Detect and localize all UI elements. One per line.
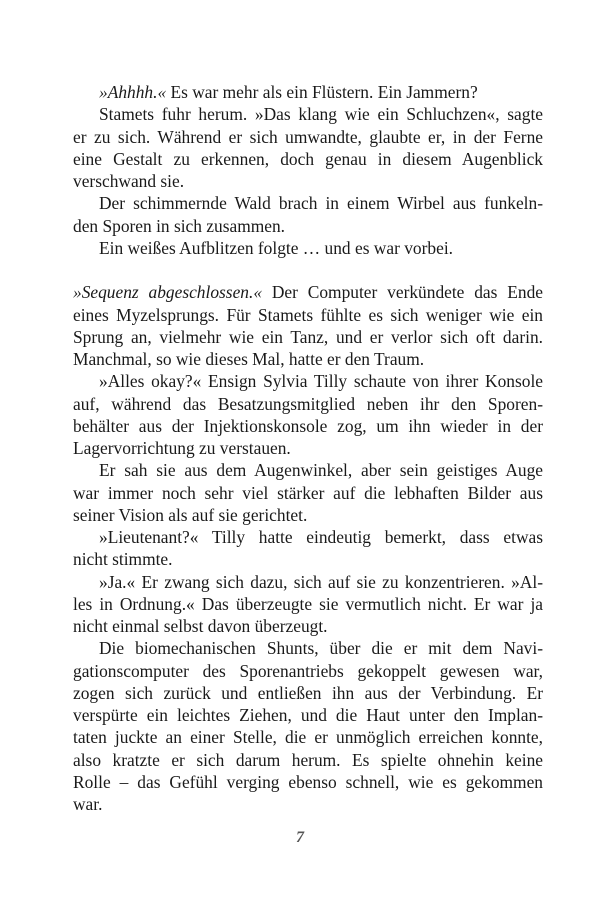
text-line xyxy=(73,326,543,348)
line-text: zogen sich zurück und entließen ihn aus der Verbindung. Er xyxy=(73,682,543,703)
italic-speech: »Sequenz abgeschlossen.« xyxy=(73,282,263,303)
line-text: war. xyxy=(73,794,103,814)
line-text: eine Gestalt zu erkennen, doch genau in diesem Augenblick xyxy=(73,148,543,169)
line-text: also kratzte er sich darum herum. Es spielte ohnehin keine xyxy=(73,749,543,770)
line-text: »Lieutenant?« Tilly hatte eindeutig bemerkt, dass etwas xyxy=(99,527,543,547)
line-text: er zu sich. Während er sich umwandte, glaubte er, in der Ferne xyxy=(73,126,543,147)
paragraph xyxy=(73,571,543,638)
line-text: Die biomechanischen Shunts, über die er mit dem Navi- xyxy=(99,638,543,659)
line-text: »Ja.« Er zwang sich dazu, sich auf sie zu konzentrieren. »Al- xyxy=(99,571,543,592)
paragraph xyxy=(73,103,543,192)
text-line xyxy=(73,304,543,326)
line-text: den Sporen in sich zusammen. xyxy=(73,215,286,236)
section-break xyxy=(73,259,543,281)
paragraph xyxy=(73,370,543,459)
line-text: seiner Vision als auf sie gerichtet. xyxy=(73,504,308,525)
text-line xyxy=(73,660,543,682)
line-text: war immer noch sehr viel stärker auf die lebhaften Bilder aus xyxy=(73,482,543,503)
line-text: Der Computer verkündete das Ende xyxy=(262,282,543,303)
line-text: Ein weißes Aufblitzen folgte … und es war vorbei. xyxy=(99,237,454,258)
text-line xyxy=(73,237,543,259)
paragraph xyxy=(73,526,543,571)
text-line xyxy=(73,571,543,593)
text-line xyxy=(73,192,543,214)
text-line xyxy=(73,504,543,526)
text-line xyxy=(73,103,543,125)
text-line xyxy=(73,593,543,615)
text-line xyxy=(73,548,543,570)
line-text: Lagervorrichtung zu verstauen. xyxy=(73,438,291,458)
text-line xyxy=(73,126,543,148)
line-text: Sprung an, vielmehr wie ein Tanz, und er verlor sich oft darin. xyxy=(73,326,543,347)
text-line xyxy=(73,793,543,815)
text-line xyxy=(73,459,543,481)
text-line xyxy=(73,81,543,103)
line-text: verspürte ein leichtes Ziehen, und die Haut unter den Implan- xyxy=(73,705,543,725)
page-body xyxy=(73,81,543,815)
text-line xyxy=(73,170,543,192)
text-line xyxy=(73,704,543,726)
line-text: nicht einmal selbst davon überzeugt. xyxy=(73,616,328,636)
text-line xyxy=(73,682,543,704)
line-text: taten juckte an einer Stelle, die er unmöglich erreichen konnte, xyxy=(73,727,543,748)
line-text: Er sah sie aus dem Augenwinkel, aber sein geistiges Auge xyxy=(99,460,543,481)
line-text: »Alles okay?« Ensign Sylvia Tilly schaute von ihrer Konsole xyxy=(99,371,543,392)
italic-speech: »Ahhhh.« xyxy=(99,82,167,102)
paragraph xyxy=(73,281,543,370)
text-line xyxy=(73,526,543,548)
text-line xyxy=(73,749,543,771)
text-line xyxy=(73,370,543,392)
line-text: Stamets fuhr herum. »Das klang wie ein Schluchzen«, sagte xyxy=(99,104,543,125)
line-text: Rolle – das Gefühl verging ebenso schnell, wie es gekommen xyxy=(73,771,543,792)
text-line xyxy=(73,615,543,637)
line-text: verschwand sie. xyxy=(73,171,185,191)
text-line xyxy=(73,148,543,170)
text-line xyxy=(73,771,543,793)
line-text: auf, während das Besatzungsmitglied neben ihr den Sporen- xyxy=(73,393,543,414)
line-text: gationscomputer des Sporenantriebs gekoppelt gewesen war, xyxy=(73,660,543,681)
text-line xyxy=(73,348,543,370)
paragraph xyxy=(73,81,543,103)
paragraph xyxy=(73,192,543,237)
line-text: Es war mehr als ein Flüstern. Ein Jammern? xyxy=(166,82,478,102)
line-text: eines Myzelsprungs. Für Stamets fühlte es sich weniger wie ein xyxy=(73,304,543,325)
line-text: Manchmal, so wie dieses Mal, hatte er den Traum. xyxy=(73,349,425,369)
text-line xyxy=(73,726,543,748)
text-line xyxy=(73,215,543,237)
line-text: Der schimmernde Wald brach in einem Wirbel aus funkeln- xyxy=(99,193,543,214)
line-text: les in Ordnung.« Das überzeugte sie vermutlich nicht. Er war ja xyxy=(73,593,543,614)
paragraph xyxy=(73,637,543,815)
paragraph xyxy=(73,459,543,526)
page-number: 7 xyxy=(296,829,304,846)
line-text: behälter aus der Injektionskonsole zog, um ihn wieder in der xyxy=(73,415,543,436)
text-line xyxy=(73,415,543,437)
line-text: nicht stimmte. xyxy=(73,549,173,570)
paragraph xyxy=(73,237,543,259)
text-line xyxy=(73,437,543,459)
text-line xyxy=(73,637,543,659)
text-line xyxy=(73,281,543,303)
text-line xyxy=(73,393,543,415)
text-line xyxy=(73,482,543,504)
